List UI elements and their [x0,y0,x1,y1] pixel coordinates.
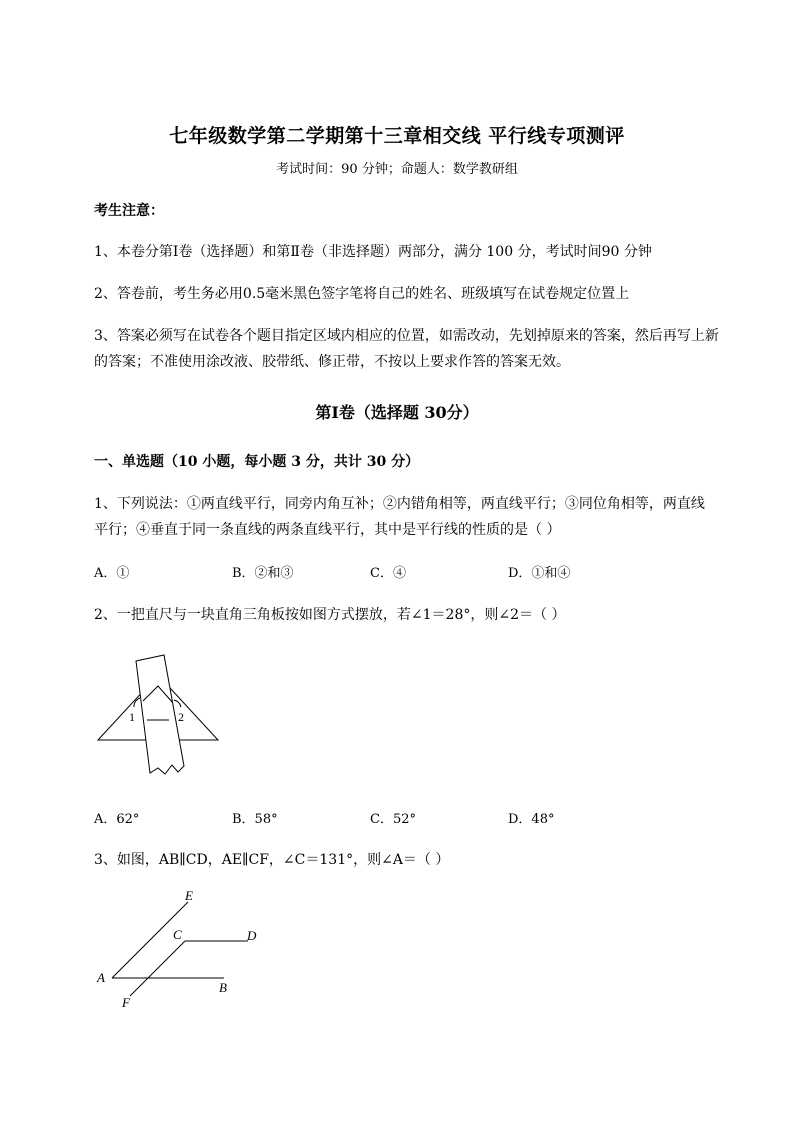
point-a-label: A [97,970,105,985]
question-2-text: 2、一把直尺与一块直角三角板按如图方式摆放，若∠1＝28°，则∠2＝（ ） [94,607,566,623]
part-heading: 一、单选题（10 小题，每小题 3 分，共计 30 分） [94,454,420,470]
notice-item-3-continued: 的答案；不准使用涂改液、胶带纸、修正带，不按以上要求作答的答案无效。 [94,354,570,370]
question-2-option-a[interactable]: A．62° [94,812,140,827]
notice-item-3: 3、答案必须写在试卷各个题目指定区域内相应的位置，如需改动，先划掉原来的答案，然后再写上新 [94,328,719,344]
question-2-option-b[interactable]: B．58° [232,812,278,827]
section-title: 第Ⅰ卷（选择题 30分） [315,403,479,422]
question-3-text: 3、如图，AB∥CD，AE∥CF，∠C＝131°，则∠A＝（ ） [94,852,450,868]
question-1-option-b[interactable]: B．②和③ [232,566,294,581]
question-1-option-d[interactable]: D．①和④ [508,566,571,581]
angle-1-label: 1 [129,710,135,724]
notice-item-2: 2、答卷前，考生务必用0.5毫米黑色签字笔将自己的姓名、班级填写在试卷规定位置上 [94,286,630,302]
point-e-label: E [185,888,193,903]
question-2-option-c[interactable]: C．52° [370,812,416,827]
question-1-option-a[interactable]: A．① [94,566,130,581]
question-1-option-c[interactable]: C．④ [370,566,406,581]
notice-heading: 考生注意： [94,203,164,219]
point-c-label: C [173,927,182,942]
notice-item-1: 1、本卷分第Ⅰ卷（选择题）和第Ⅱ卷（非选择题）两部分，满分 100 分，考试时间90 分钟 [94,244,652,260]
exam-info: 考试时间：90 分钟；命题人：数学教研组 [276,162,518,177]
angle-2-label: 2 [178,710,184,724]
point-d-label: D [247,928,257,943]
point-f-label: F [122,995,130,1010]
question-1-line-2: 平行；④垂直于同一条直线的两条直线平行，其中是平行线的性质的是（ ） [94,522,561,538]
point-b-label: B [219,980,227,995]
question-2-option-d[interactable]: D．48° [508,812,555,827]
page-title: 七年级数学第二学期第十三章相交线 平行线专项测评 [169,125,625,147]
question-1-line-1: 1、下列说法：①两直线平行，同旁内角互补；②内错角相等，两直线平行；③同位角相等，两直线 [94,496,705,512]
line-cf [130,941,185,996]
